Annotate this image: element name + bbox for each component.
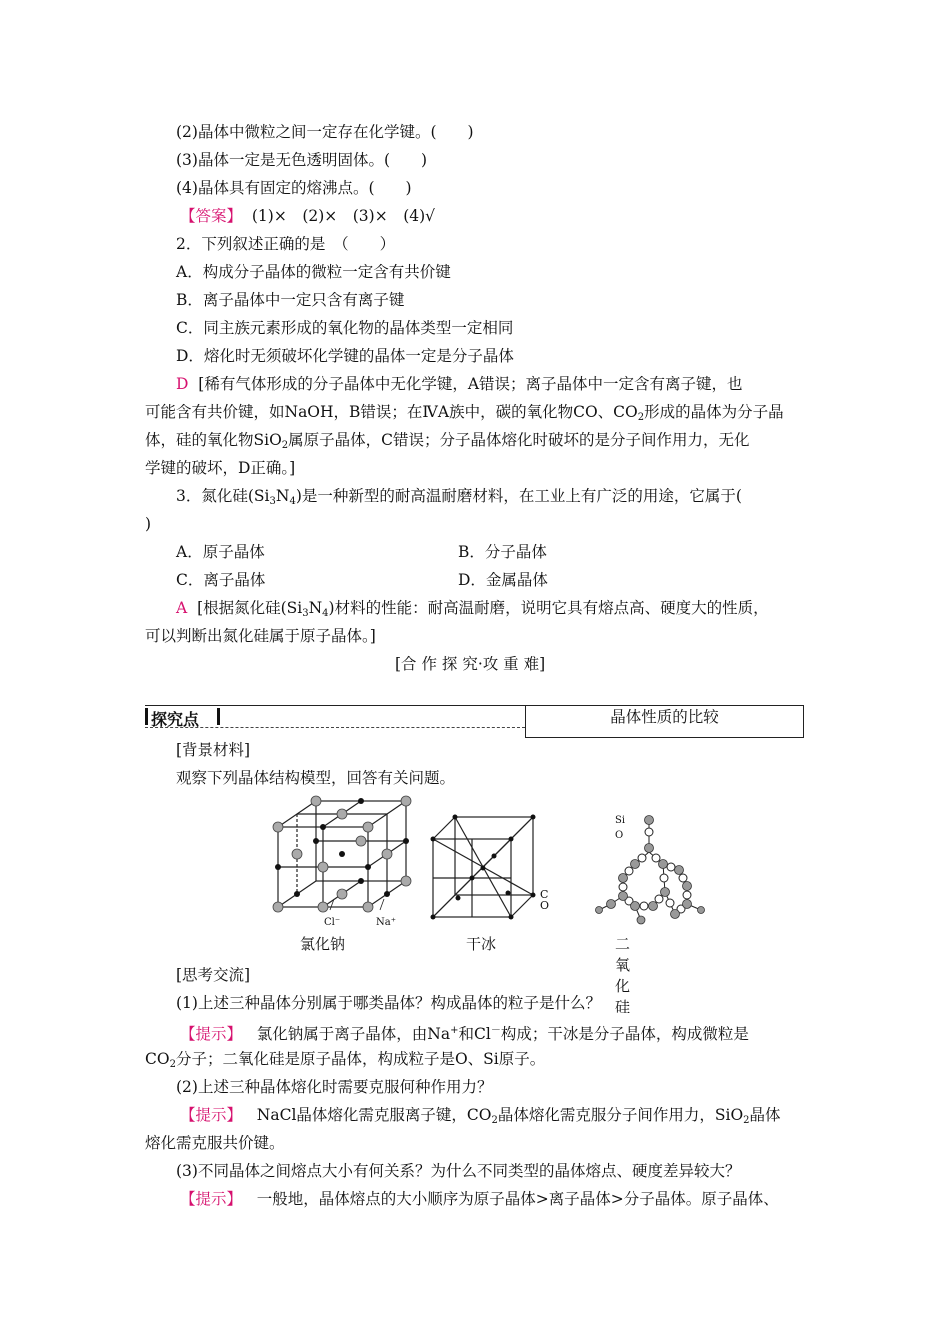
hint-2b: 晶体熔化需克服分子间作用力，SiO	[497, 1106, 744, 1124]
label-si: Si	[615, 815, 626, 826]
q3-explanation-1	[176, 598, 769, 624]
q3-exp-text-1b: N	[308, 599, 323, 617]
discussion-q1: (1)上述三种晶体分别属于哪类晶体？构成晶体的粒子是什么？	[176, 994, 601, 1012]
sub-2: 2	[743, 1115, 750, 1126]
sio2-network-image	[595, 812, 705, 927]
answer-tag: 【答案】	[180, 207, 243, 225]
hint-1d: CO	[145, 1050, 170, 1068]
q2-stem: 2．下列叙述正确的是 （ ）	[176, 235, 396, 253]
answer-text: (1)× (2)× (3)× (4)√	[251, 207, 436, 225]
discussion-q2: (2)上述三种晶体熔化时需要克服何种作用力？	[176, 1078, 493, 1096]
sub-2: 2	[637, 412, 645, 423]
sub-3: 3	[269, 496, 276, 507]
hint-2c: 晶体	[749, 1106, 781, 1124]
q1-item-4: (4)晶体具有固定的熔沸点。( )	[176, 179, 412, 197]
sub-2: 2	[491, 1115, 498, 1126]
banner-tag: 探究点	[151, 710, 200, 729]
sup-plus: +	[450, 1025, 459, 1036]
q3-option-d: D．金属晶体	[458, 571, 548, 589]
q3-stem-c: )是一种新型的耐高温耐磨材料，在工业上有广泛的用途，它属于(	[295, 487, 742, 505]
q2-explanation-4: 学键的破坏，D正确。]	[145, 459, 296, 477]
topic-banner	[145, 705, 805, 738]
background-text: 观察下列晶体结构模型，回答有关问题。	[176, 769, 456, 787]
q2-explanation-3	[145, 430, 750, 456]
hint-1c: 构成；干冰是分子晶体，构成微粒是	[500, 1025, 749, 1043]
banner-dash	[145, 727, 525, 728]
sub-2: 2	[169, 1059, 176, 1070]
hint-tag: 【提示】	[180, 1190, 243, 1208]
q2-exp-text-2b: 形成的晶体为分子晶	[644, 403, 784, 421]
q3-stem-b: N	[275, 487, 290, 505]
dry-ice-lattice-image	[428, 813, 538, 923]
nacl-lattice-image	[268, 795, 418, 920]
q2-exp-text-3b: 属原子晶体，C错误；分子晶体熔化时破坏的是分子间作用力，无化	[288, 431, 750, 449]
q2-exp-text-1: [稀有气体形成的分子晶体中无化学键，A错误；离子晶体中一定含有离子键，也	[198, 375, 743, 393]
q3-exp-text-1a: [根据氮化硅(Si	[197, 599, 303, 617]
q3-key: A	[176, 599, 188, 617]
q3-stem-2: )	[145, 515, 152, 533]
q1-item-2: (2)晶体中微粒之间一定存在化学键。( )	[176, 123, 474, 141]
q3-explanation-2: 可以判断出氮化硅属于原子晶体。]	[145, 627, 376, 645]
q2-option-b: B．离子晶体中一定只含有离子键	[176, 291, 405, 309]
sub-2: 2	[281, 440, 289, 451]
caption-sio2: 二氧化硅	[615, 935, 631, 1016]
hint-tag: 【提示】	[180, 1025, 243, 1043]
caption-dry-ice: 干冰	[466, 935, 497, 953]
hint-1e: 分子；二氧化硅是原子晶体，构成粒子是O、Si原子。	[175, 1050, 546, 1068]
label-c: C	[540, 888, 549, 901]
banner-bar-left	[145, 708, 148, 725]
q2-option-d: D．熔化时无须破坏化学键的晶体一定是分子晶体	[176, 347, 514, 365]
label-o-dryice: O	[540, 899, 550, 912]
hint-3-line-1	[180, 1189, 779, 1209]
banner-bar-right	[217, 708, 220, 725]
caption-nacl: 氯化钠	[300, 935, 346, 953]
q3-option-a: A．原子晶体	[176, 543, 265, 561]
label-cl: Cl⁻	[324, 917, 341, 928]
sub-3: 3	[302, 608, 309, 619]
q3-option-c: C．离子晶体	[176, 571, 266, 589]
hint-1b: 和Cl	[458, 1025, 491, 1043]
q3-stem-a: 3．氮化硅(Si	[176, 487, 270, 505]
hint-2-line-1	[180, 1105, 781, 1131]
hint-1a: 氯化钠属于离子晶体，由Na	[256, 1025, 451, 1043]
discussion-q3: (3)不同晶体之间熔点大小有何关系？为什么不同类型的晶体熔点、硬度差异较大？	[176, 1162, 741, 1180]
q2-exp-text-3a: 体，硅的氧化物SiO	[145, 431, 282, 449]
hint-1-line-2	[145, 1049, 545, 1075]
sub-4: 4	[289, 496, 296, 507]
hint-3: 一般地，晶体熔点的大小顺序为原子晶体>离子晶体>分子晶体。原子晶体、	[256, 1190, 779, 1208]
q3-stem	[176, 486, 742, 512]
answer-line	[180, 206, 435, 226]
q3-exp-text-1c: )材料的性能：耐高温耐磨，说明它具有熔点高、硬度大的性质，	[328, 599, 769, 617]
q2-exp-text-2a: 可能含有共价键，如NaOH，B错误；在ⅣA族中，碳的氧化物CO、CO	[145, 403, 638, 421]
q3-option-b: B．分子晶体	[458, 543, 547, 561]
banner-tab	[145, 705, 525, 728]
background-heading: [背景材料]	[176, 741, 251, 759]
label-na: Na⁺	[376, 917, 396, 928]
sup-minus: －	[490, 1025, 501, 1036]
hint-1-line-1	[180, 1021, 749, 1044]
hint-tag: 【提示】	[180, 1106, 243, 1124]
label-o: O	[615, 830, 624, 841]
q2-explanation-1	[176, 374, 743, 394]
banner-title: 晶体性质的比较	[525, 705, 804, 738]
discussion-heading: [思考交流]	[176, 966, 251, 984]
section-heading: [合 作 探 究·攻 重 难]	[395, 655, 546, 673]
hint-2-line-2: 熔化需克服共价键。	[145, 1134, 285, 1152]
q2-option-c: C．同主族元素形成的氧化物的晶体类型一定相同	[176, 319, 514, 337]
hint-2a: NaCl晶体熔化需克服离子键，CO	[256, 1106, 492, 1124]
q2-option-a: A．构成分子晶体的微粒一定含有共价键	[176, 263, 451, 281]
q2-key: D	[176, 375, 189, 393]
q1-item-3: (3)晶体一定是无色透明固体。( )	[176, 151, 428, 169]
sub-4: 4	[322, 608, 329, 619]
q2-explanation-2	[145, 402, 784, 428]
